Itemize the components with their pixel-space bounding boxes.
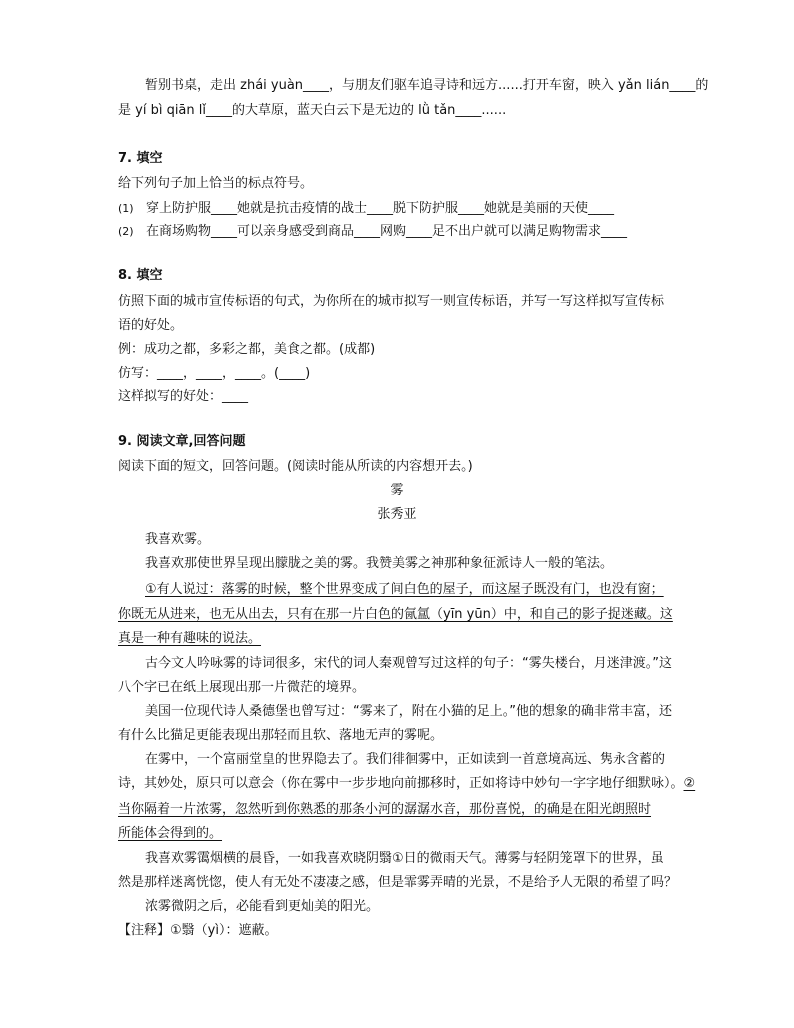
paragraph-5-line-1: 美国一位现代诗人桑德堡也曾写过：“雾来了，附在小猫的足上。”他的想象的确非常丰富，还 bbox=[145, 704, 672, 719]
footnote: 【注释】①翳（yì）：遮蔽。 bbox=[118, 923, 278, 938]
item-number: (1) bbox=[118, 202, 134, 215]
question-8-instruction-line-1: 仿照下面的城市宣传标语的句式，为你所在的城市拟写一则宣传标语，并写一写这样拟写宣传标 bbox=[118, 294, 665, 309]
passage-line-2: 是 yí bì qiān lǐ____的大草原，蓝天白云下是无边的 lǜ tǎn____...... bbox=[118, 103, 507, 118]
underlined-sentence-1-line-1: ①有人说过：落雾的时候，整个世界变成了间白色的屋子，而这屋子既没有门，也没有窗； bbox=[145, 582, 664, 597]
paragraph-8: 浓雾微阴之后，必能看到更灿美的阳光。 bbox=[145, 899, 380, 914]
item-number: (2) bbox=[118, 225, 134, 238]
item-text: 在商场购物____可以亲身感受到商品____网购____足不出户就可以满足购物需求____ bbox=[146, 224, 628, 239]
paragraph-2: 我喜欢那使世界呈现出朦胧之美的雾。我赞美雾之神那种象征派诗人一般的笔法。 bbox=[145, 556, 614, 571]
question-7-instruction: 给下列句子加上恰当的标点符号。 bbox=[118, 176, 314, 191]
passage-line-1: 暂别书桌，走出 zhái yuàn____，与朋友们驱车追寻诗和远方......打开车窗，映入 yǎn lián____的 bbox=[145, 78, 709, 93]
question-9-instruction: 阅读下面的短文，回答问题。(阅读时能从所读的内容想开去。) bbox=[118, 459, 473, 474]
underlined-sentence-1-line-3: 真是一种有趣味的说法。 bbox=[118, 631, 262, 646]
paragraph-6-line-2 bbox=[118, 774, 695, 794]
question-8-benefit: 这样拟写的好处：____ bbox=[118, 389, 249, 404]
item-text: 穿上防护服____她就是抗击疫情的战士____脱下防护服____她就是美丽的天使____ bbox=[146, 201, 615, 216]
question-7-item-2 bbox=[118, 222, 627, 242]
question-7-heading: 7. 填空 bbox=[118, 151, 163, 166]
paragraph-6-line-1: 在雾中，一个富丽堂皇的世界隐去了。我们徘徊雾中，正如读到一首意境高远、隽永含蓄的 bbox=[145, 752, 666, 767]
article-author: 张秀亚 bbox=[377, 507, 417, 522]
underlined-sentence-2-marker: ② bbox=[683, 776, 696, 791]
paragraph-4-line-1: 古今文人吟咏雾的诗词很多，宋代的词人秦观曾写过这样的句子：“雾失楼台，月迷津渡。”这 bbox=[145, 656, 672, 671]
question-8-example: 例：成功之都，多彩之都，美食之都。(成都) bbox=[118, 342, 376, 357]
underlined-sentence-2-line-1: 当你隔着一片浓雾，忽然听到你熟悉的那条小河的潺潺水音，那份喜悦，的确是在阳光朗照时 bbox=[118, 802, 652, 817]
question-8-instruction-line-2: 语的好处。 bbox=[118, 318, 184, 333]
question-9-heading: 9. 阅读文章,回答问题 bbox=[118, 434, 246, 449]
question-8-heading: 8. 填空 bbox=[118, 268, 163, 283]
paragraph-7-line-1: 我喜欢雾霭烟横的晨昏，一如我喜欢晓阴翳①日的微雨天气。薄雾与轻阴笼罩下的世界，虽 bbox=[145, 851, 664, 866]
paragraph-7-line-2: 然是那样迷离恍惚，使人有无处不凄凄之感，但是霏雾弄晴的光景，不是给予人无限的希望了吗？ bbox=[118, 875, 678, 890]
paragraph-5-line-2: 有什么比猫足更能表现出那轻而且软、落地无声的雾呢。 bbox=[118, 728, 444, 743]
question-7-item-1 bbox=[118, 199, 614, 219]
underlined-sentence-1-line-2: 你既无从进来，也无从出去，只有在那一片白色的氤氲（yīn yūn）中，和自己的影子捉迷藏。这 bbox=[118, 607, 673, 622]
article-title: 雾 bbox=[390, 483, 404, 498]
paragraph-1: 我喜欢雾。 bbox=[145, 532, 211, 547]
underlined-sentence-2-line-2: 所能体会得到的。 bbox=[118, 826, 223, 841]
paragraph-6-text: 诗，其妙处，原只可以意会（你在雾中一步步地向前挪移时，正如将诗中妙句一字字地仔细默咏）。 bbox=[118, 776, 684, 791]
question-8-imitate: 仿写：____，____，____。(____) bbox=[118, 366, 311, 381]
paragraph-4-line-2: 八个字已在纸上展现出那一片微茫的境界。 bbox=[118, 680, 366, 695]
